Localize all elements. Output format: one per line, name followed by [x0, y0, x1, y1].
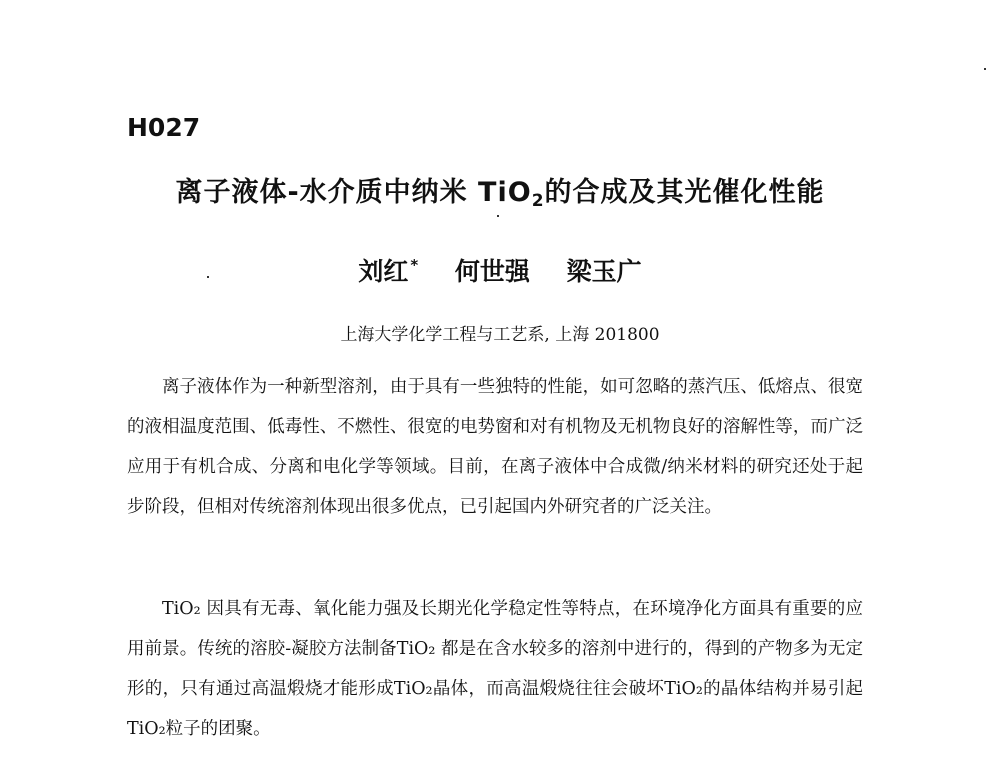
corresponding-mark: * [410, 256, 419, 274]
author-list [0, 252, 1000, 288]
affiliation: 上海大学化学工程与工艺系, 上海 201800 [340, 325, 660, 345]
paragraph-tio2: TiO₂ 因具有无毒、氧化能力强及长期光化学稳定性等特点，在环境净化方面具有重要的应用前景。传统的溶胶-凝胶方法制备TiO₂ 都是在含水较多的溶剂中进行的，得到的产物多为无定形的，只有通过高温煅烧才能形成TiO₂晶体，而高温煅烧往往会破坏TiO₂的晶体结构并易引起TiO₂粒子的团聚。 [127, 599, 863, 739]
author: 刘红 * [358, 256, 419, 286]
title-part-2: 的合成及其光催化性能 [544, 177, 825, 208]
paper-title [0, 170, 1000, 211]
scan-speck [497, 215, 499, 217]
paper-code: H027 [127, 113, 201, 142]
scan-speck [207, 276, 209, 278]
title-subscript: 2 [531, 191, 545, 211]
scan-speck [984, 68, 986, 70]
author: 何世强 [454, 257, 530, 286]
author: 梁玉广 [566, 257, 642, 286]
title-part-1: 离子液体-水介质中纳米 TiO [175, 177, 532, 208]
paragraph-intro: 离子液体作为一种新型溶剂，由于具有一些独特的性能，如可忽略的蒸汽压、低熔点、很宽的液相温度范围、低毒性、不燃性、很宽的电势窗和对有机物及无机物良好的溶解性等，而广泛应用于有机合成、分离和电化学等领域。目前，在离子液体中合成微/纳米材料的研究还处于起步阶段，但相对传统溶剂体现出很多优点，已引起国内外研究者的广泛关注。 [127, 377, 863, 517]
